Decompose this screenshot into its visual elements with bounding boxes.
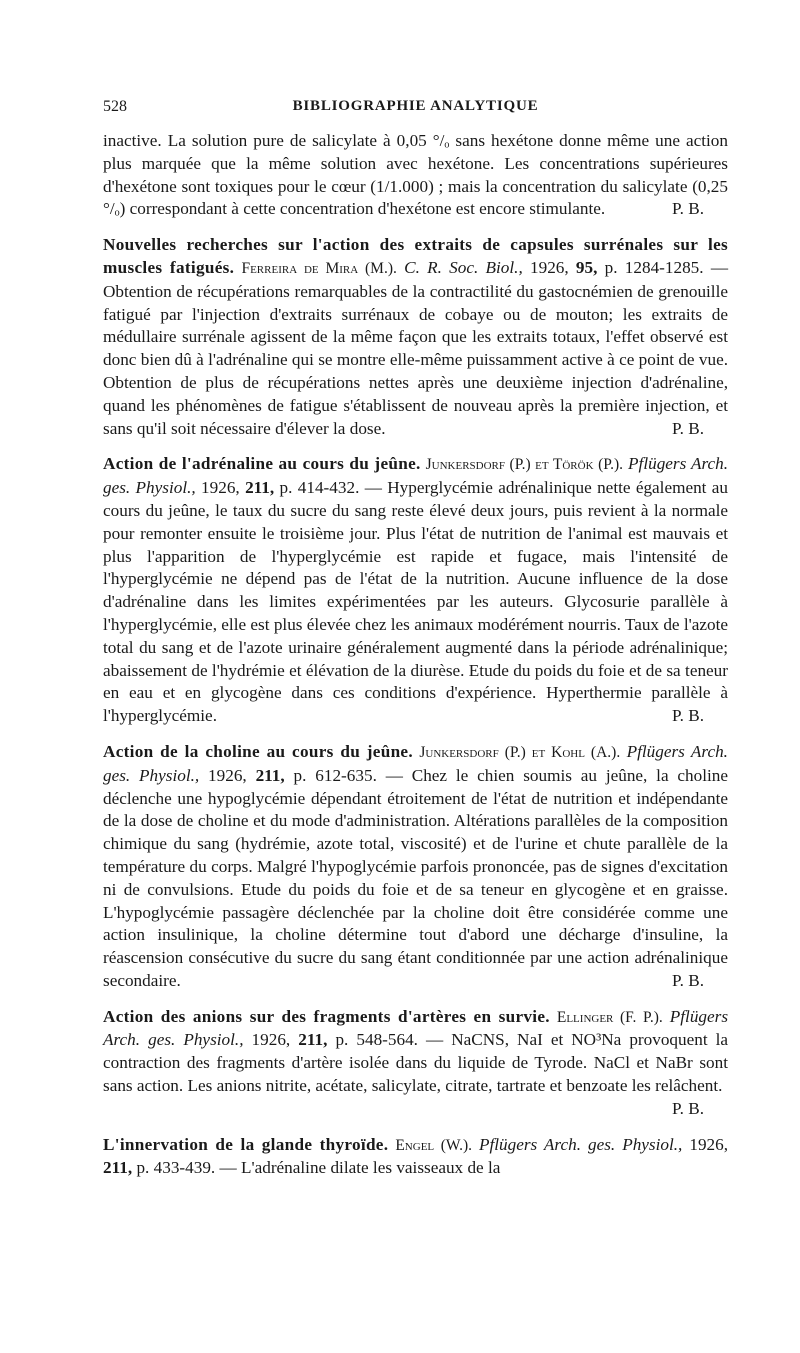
entry-journal: C. R. Soc. Biol., (404, 257, 523, 277)
entry-author: Ferreira de Mira (M.). (241, 259, 397, 277)
intro-text: inactive. La solution pure de salicylate à 0,05 °/ₒ sans hexétone donne même une action plus marquée que la même solution avec hexétone. Les concentrations supérieures d'hexétone sont toxiques pour le cœur (1/1.000) ; mais la concentration du salicylate (0,25 °/ₒ) correspondant à cette concentration d'hexétone est encore stimulante. (103, 131, 728, 219)
entry-year: 1926, (201, 478, 240, 498)
entry-text: — Hyperglycémie adrénalinique nette également au cours du jeûne, le taux du sucre du sang reste élevé deux jours, puis revient à la normale pour remonter ensuite le troisième jour. Plus l'état de nutrition de l'animal est mauvais et plus l'apparition de l'hyperglycémie est rapide et fugace, mais l'intensité de l'hyperglycémie ne dépend pas de l'état de la nutrition. Aucune influence de la dose d'adrénaline dans les limites expérimentées par les auteurs. Glycosurie parallèle à l'hyperglycémie, elle est plus élevée chez les animaux modérément nourris. Taux de l'azote total du sang et de l'azote urinaire généralement augmenté dans la période adrénalinique; abaissement de l'hydrémie et élévation de la diurèse. Etude du poids du foie et de sa teneur en eau et en glycogène dans ces conditions d'expérience. Hyperthermie parallèle à l'hyperglycémie. (103, 478, 729, 726)
entry-volume: 211, (255, 765, 285, 785)
entry-signature: P. B. (671, 970, 704, 990)
entry-pages: p. 1284-1285. (604, 257, 704, 277)
entry-author: Junkersdorf (P.) et Török (P.). (425, 456, 624, 474)
entry-text: — Obtention de récupérations remarquables de la contractilité du gastocnémien de grenouille fatigué par l'injection d'extraits surrénaux de cobaye ou de mouton; les extraits de médullaire surrénale agissent de la même façon que les extraits totaux, l'effet observé est donc bien dû à l'adrénaline qui se montre elle-même puissamment active à ce point de vue. Obtention de plus de récupérations nettes après une deuxième injection d'adrénaline, quand les phénomènes de fatigue s'établissent de nouveau après la première injection, et sans qu'il soit nécessaire d'élever la dose. (103, 257, 728, 438)
page-number: 528 (103, 98, 127, 115)
entry-signature: P. B. (671, 706, 704, 726)
entry-text: — Chez le chien soumis au jeûne, la choline déclenche une hypoglycémie dépendant étroitement de l'état de nutrition et indépendante de la dose de choline et du mode d'administration. Altérations parallèles de la composition chimique du sang (hydrémie, azote total, viscosité) et de l'urine et chute parallèle de la température du corps. Malgré l'hypoglycémie parfois prononcée, pas de signes d'excitation ni de convulsions. Etude du poids du foie et de sa teneur en glycogène et en graisse. L'hypoglycémie passagère déclenchée par la choline doit être considérée comme une action insulinique, la choline détermine tout d'abord une décharge d'insuline, la réascension consécutive du sucre du sang étant conditionnée par une action adrénalinique secondaire. (103, 765, 729, 990)
entry-author: Junkersdorf (P.) et Kohl (A.). (419, 743, 621, 761)
entry-signature: P. B. (671, 1098, 704, 1118)
entry-4 (103, 1006, 728, 1121)
entry-title: Action des anions sur des fragments d'artères en survie. (103, 1006, 550, 1026)
entry-year: 1926, (689, 1134, 729, 1154)
running-head (103, 98, 728, 122)
entry-text: — NaCNS, NaI et NO³Na provoquent la contraction des fragments d'artère isolée dans du liquide de Tyrode. NaCl et NaBr sont sans action. Les anions nitrite, acétate, salicylate, citrate, tartrate et benzoate les relâchent. (103, 1030, 729, 1096)
entry-title: Action de la choline au cours du jeûne. (103, 741, 413, 761)
entry-journal: Pflügers Arch. ges. Physiol., (103, 1006, 729, 1050)
header-title: BIBLIOGRAPHIE ANALYTIQUE (292, 98, 539, 114)
entry-2 (103, 453, 728, 728)
entry-volume: 211, (103, 1158, 133, 1178)
entry-signature: P. B. (671, 418, 704, 438)
entry-1 (103, 234, 728, 440)
entry-pages: p. 612-635. (293, 765, 377, 785)
entry-title: L'innervation de la glande thyroïde. (103, 1134, 389, 1154)
entry-title: Action de l'adrénaline au cours du jeûne. (103, 454, 421, 474)
entry-volume: 211, (298, 1030, 328, 1050)
entry-year: 1926, (251, 1030, 291, 1050)
entry-text: — L'adrénaline dilate les vaisseaux de la (219, 1158, 501, 1178)
entry-pages: p. 414-432. (279, 478, 360, 498)
intro-signature: P. B. (671, 199, 704, 219)
entry-journal: Pflügers Arch. ges. Physiol., (479, 1134, 683, 1154)
entry-volume: 211, (245, 478, 275, 498)
entry-author: Engel (W.). (395, 1136, 472, 1154)
entry-journal: Pflügers Arch. ges. Physiol., (103, 454, 729, 498)
entry-year: 1926, (530, 257, 569, 277)
entry-title: Nouvelles recherches sur l'action des extraits de capsules surrénales sur les muscles fatigués. (103, 235, 728, 277)
entry-journal: Pflügers Arch. ges. Physiol., (103, 741, 728, 785)
entry-3 (103, 741, 728, 993)
entry-pages: p. 548-564. (335, 1030, 418, 1050)
entry-pages: p. 433-439. (136, 1158, 216, 1178)
article-body (103, 130, 728, 1180)
intro-paragraph (103, 130, 728, 221)
entry-5 (103, 1134, 728, 1181)
entry-volume: 95, (575, 257, 598, 277)
entry-author: Ellinger (F. P.). (556, 1008, 663, 1026)
entry-year: 1926, (208, 765, 247, 785)
